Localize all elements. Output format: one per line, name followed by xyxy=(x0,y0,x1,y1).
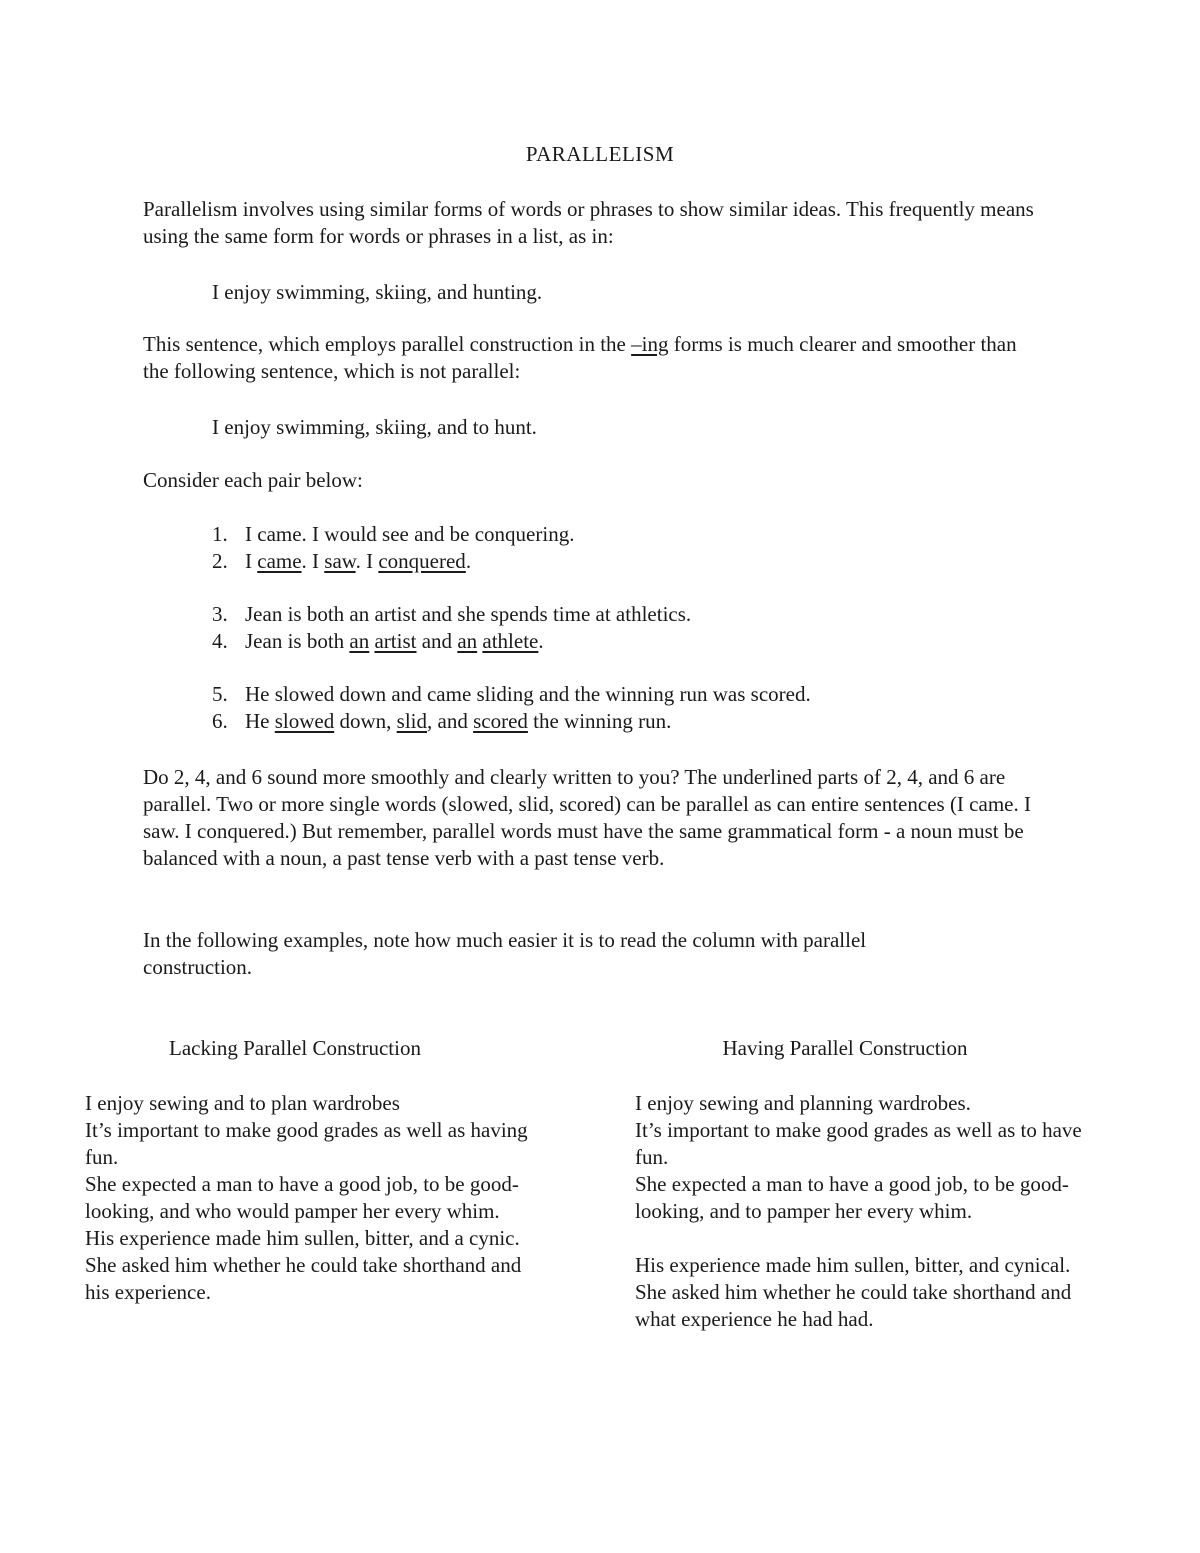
underlined-word: an xyxy=(457,629,478,653)
list-number: 6. xyxy=(212,709,228,733)
list-text: , and xyxy=(427,709,474,733)
intro-paragraph: Parallelism involves using similar forms of words or phrases to show similar ideas. This frequently means using the same form for words or phrases in a list, as in: xyxy=(143,197,1034,248)
list-text: down, xyxy=(334,709,397,733)
ing-underlined: –ing xyxy=(631,332,669,356)
example-pairs-list xyxy=(212,521,811,735)
lacking-example: His experience made him sullen, bitter, and a cynic. xyxy=(85,1226,520,1250)
page-title: PARALLELISM xyxy=(525,142,675,166)
list-text: Jean is both an artist and she spends time at athletics. xyxy=(245,602,692,626)
underlined-word: saw xyxy=(324,549,356,573)
having-column xyxy=(635,1090,1095,1333)
list-number: 3. xyxy=(212,602,228,626)
list-text: . xyxy=(538,629,544,653)
lacking-column xyxy=(85,1090,545,1306)
explanation-paragraph xyxy=(143,331,1043,385)
lacking-example: I enjoy sewing and to plan wardrobes xyxy=(85,1091,400,1115)
list-text: . I xyxy=(355,549,379,573)
having-example: It’s important to make good grades as well as to have fun. xyxy=(635,1118,1082,1169)
having-example: She asked him whether he could take shorthand and what experience he had had. xyxy=(635,1280,1072,1331)
list-number: 2. xyxy=(212,549,228,573)
lacking-example: She asked him whether he could take shorthand and his experience. xyxy=(85,1253,522,1304)
lacking-column-heading: Lacking Parallel Construction xyxy=(169,1036,421,1060)
list-item xyxy=(212,601,811,628)
list-item xyxy=(212,708,811,735)
having-column-heading: Having Parallel Construction xyxy=(722,1036,968,1060)
list-item xyxy=(212,521,811,548)
list-text: and xyxy=(416,629,458,653)
underlined-word: artist xyxy=(374,629,417,653)
underlined-word: conquered xyxy=(378,549,466,573)
list-item xyxy=(212,548,811,575)
list-gap xyxy=(212,575,811,601)
underlined-word: an xyxy=(349,629,370,653)
list-number: 4. xyxy=(212,629,228,653)
underlined-word: slid xyxy=(396,709,428,733)
list-text: Jean is both xyxy=(245,629,350,653)
having-example: I enjoy sewing and planning wardrobes. xyxy=(635,1091,971,1115)
underlined-word: came xyxy=(257,549,302,573)
list-number: 1. xyxy=(212,522,228,546)
consider-line: Consider each pair below: xyxy=(143,468,363,492)
explanation-text: This sentence, which employs parallel construction in the xyxy=(143,332,632,356)
discussion-paragraph: Do 2, 4, and 6 sound more smoothly and clearly written to you? The underlined parts of 2, 4, and 6 are parallel. Two or more single words (slowed, slid, scored) can be parallel as can entire sentences (I came. I saw. I conquered.) But remember, parallel words must have the same grammatical form - a noun must be balanced with a noun, a past tense verb with a past tense verb. xyxy=(143,765,1031,870)
list-text: I came. I would see and be conquering. xyxy=(245,522,575,546)
having-example: She expected a man to have a good job, to be good-looking, and to pamper her every whim. xyxy=(635,1172,1069,1223)
list-text: I xyxy=(245,549,258,573)
list-text: He slowed down and came sliding and the winning run was scored. xyxy=(245,682,811,706)
underlined-word: scored xyxy=(473,709,528,733)
list-text: . xyxy=(465,549,472,573)
lacking-example: It’s important to make good grades as well as having fun. xyxy=(85,1118,528,1169)
following-examples-paragraph: In the following examples, note how much easier it is to read the column with parallel construction. xyxy=(143,928,867,979)
list-text: . I xyxy=(301,549,325,573)
underlined-word: slowed xyxy=(274,709,335,733)
explanation-text-rest: forms is much clearer and smoother than the following sentence, which is not parallel: xyxy=(143,332,1017,383)
list-text: the winning run. xyxy=(527,709,672,733)
list-gap xyxy=(212,655,811,681)
example-not-parallel: I enjoy swimming, skiing, and to hunt. xyxy=(212,415,537,439)
lacking-example: She expected a man to have a good job, to be good-looking, and who would pamper her every whim. xyxy=(85,1172,519,1223)
list-text: He xyxy=(245,709,275,733)
list-number: 5. xyxy=(212,682,228,706)
having-example: His experience made him sullen, bitter, and cynical. xyxy=(635,1253,1071,1277)
underlined-word: athlete xyxy=(482,629,539,653)
list-item xyxy=(212,681,811,708)
list-item xyxy=(212,628,811,655)
example-parallel: I enjoy swimming, skiing, and hunting. xyxy=(212,280,543,304)
